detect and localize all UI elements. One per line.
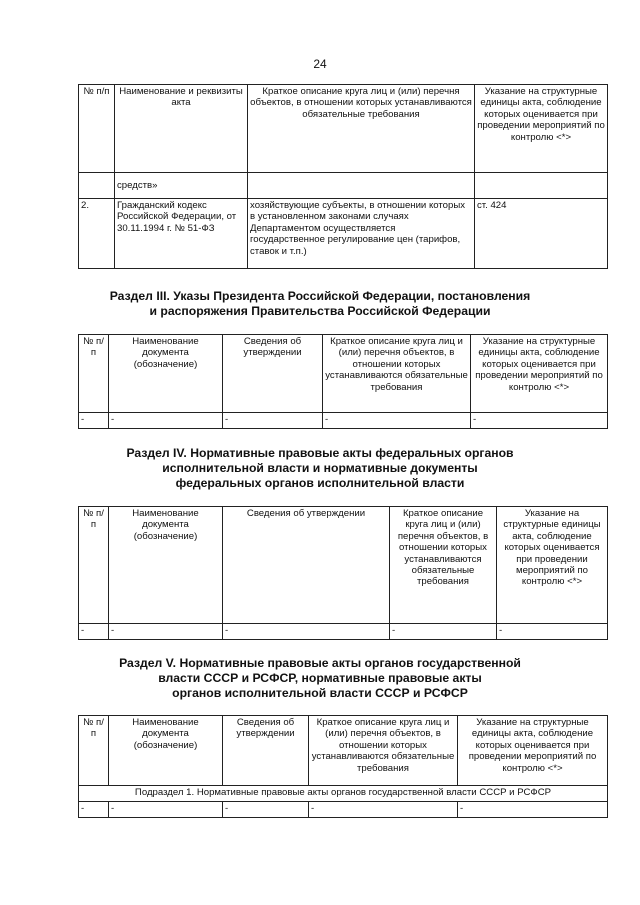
header-cell: Наименование документа (обозначение) [109, 335, 223, 413]
section-title-line: власти СССР и РСФСР, нормативные правовые акты [158, 671, 482, 685]
table-cell: - [79, 413, 109, 429]
section-4-title [0, 446, 640, 491]
section-title-line: федеральных органов исполнительной власти [175, 476, 465, 490]
section-title-line: Раздел IV. Нормативные правовые акты федеральных органов [126, 446, 514, 460]
table-cell: - [497, 624, 608, 640]
table-cell [248, 173, 475, 199]
table-cell: - [471, 413, 608, 429]
table-header-row [79, 335, 608, 413]
table-section-5 [78, 715, 608, 818]
table-cell: - [223, 624, 390, 640]
table-row [79, 413, 608, 429]
table-row [79, 624, 608, 640]
header-cell: Сведения об утверждении [223, 335, 323, 413]
section-title-line: и распоряжения Правительства Российской Федерации [149, 304, 491, 318]
section-5-title [0, 656, 640, 701]
table-acts-continuation [78, 84, 608, 269]
header-cell: Наименование документа (обозначение) [109, 716, 223, 786]
table-cell: Гражданский кодекс Российской Федерации, от 30.11.1994 г. № 51-ФЗ [115, 199, 248, 269]
section-title-line: Раздел III. Указы Президента Российской Федерации, постановления [109, 289, 531, 303]
header-cell: Краткое описание круга лиц и (или) перечня объектов, в отношении которых устанавливаются обязательные требования [323, 335, 471, 413]
section-title-line: органов исполнительной власти СССР и РСФСР [172, 686, 468, 700]
table-cell: - [323, 413, 471, 429]
table-cell: - [79, 802, 109, 818]
header-cell: Краткое описание круга лиц и (или) перечня объектов, в отношении которых устанавливаются обязательные требования [248, 85, 475, 173]
table-cell: - [223, 802, 309, 818]
table-cell: - [109, 624, 223, 640]
table-cell: средств» [115, 173, 248, 199]
section-3-title [0, 289, 640, 319]
table-header-row [79, 85, 608, 173]
table-section-4 [78, 506, 608, 640]
page-number: 24 [313, 57, 327, 71]
header-cell: Краткое описание круга лиц и (или) перечня объектов, в отношении которых устанавливаются обязательные требования [390, 507, 497, 624]
table-cell: - [223, 413, 323, 429]
section-title-line: исполнительной власти и нормативные документы [162, 461, 478, 475]
table-row [79, 173, 608, 199]
header-cell: Сведения об утверждении [223, 507, 390, 624]
table-cell: - [309, 802, 458, 818]
header-cell: № п/п [79, 85, 115, 173]
table-cell: - [390, 624, 497, 640]
table-cell: ст. 424 [475, 199, 608, 269]
header-cell: Наименование и реквизиты акта [115, 85, 248, 173]
table-cell: - [109, 802, 223, 818]
table-cell [475, 173, 608, 199]
header-cell: № п/п [79, 335, 109, 413]
header-cell: № п/п [79, 507, 109, 624]
table-cell: - [109, 413, 223, 429]
table-header-row [79, 716, 608, 786]
header-cell: Указание на структурные единицы акта, соблюдение которых оценивается при проведении мероприятий по контролю <*> [497, 507, 608, 624]
header-cell: № п/п [79, 716, 109, 786]
table-row [79, 802, 608, 818]
header-cell: Краткое описание круга лиц и (или) перечня объектов, в отношении которых устанавливаются обязательные требования [309, 716, 458, 786]
table-cell: хозяйствующие субъекты, в отношении которых в установленном законами случаях Департаментом осуществляется государственное регулирование цен (тарифов, ставок и т.п.) [248, 199, 475, 269]
header-cell: Наименование документа (обозначение) [109, 507, 223, 624]
table-cell [79, 173, 115, 199]
table-section-3 [78, 334, 608, 429]
header-cell: Сведения об утверждении [223, 716, 309, 786]
subsection-row [79, 786, 608, 802]
table-cell: - [458, 802, 608, 818]
table-cell: - [79, 624, 109, 640]
header-cell: Указание на структурные единицы акта, соблюдение которых оценивается при проведении мероприятий по контролю <*> [475, 85, 608, 173]
table-cell: 2. [79, 199, 115, 269]
table-row [79, 199, 608, 269]
section-title-line: Раздел V. Нормативные правовые акты органов государственной [119, 656, 521, 670]
header-cell: Указание на структурные единицы акта, соблюдение которых оценивается при проведении мероприятий по контролю <*> [471, 335, 608, 413]
subsection-title: Подраздел 1. Нормативные правовые акты органов государственной власти СССР и РСФСР [79, 786, 608, 802]
header-cell: Указание на структурные единицы акта, соблюдение которых оценивается при проведении мероприятий по контролю <*> [458, 716, 608, 786]
table-header-row [79, 507, 608, 624]
